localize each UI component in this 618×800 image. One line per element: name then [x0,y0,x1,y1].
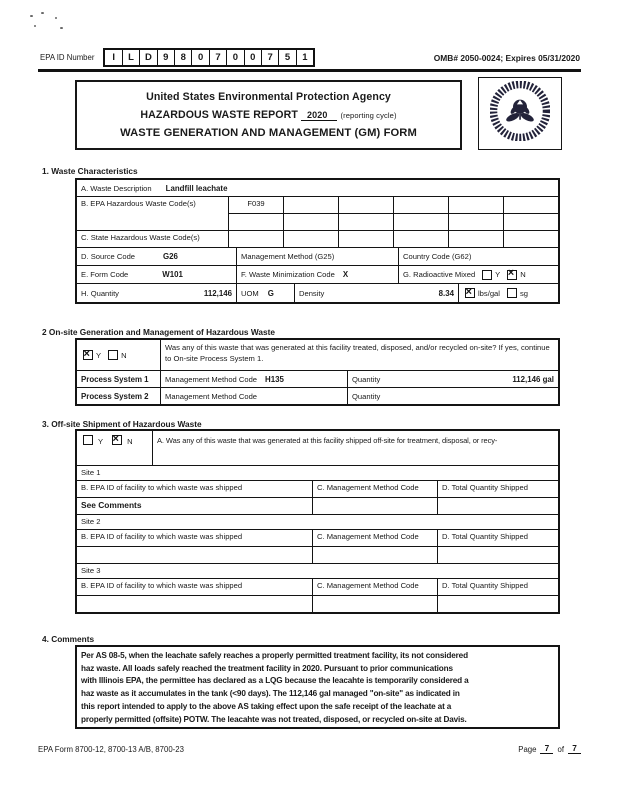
epa-id-label: EPA ID Number [40,53,95,62]
process-system-1-label: Process System 1 [81,374,149,384]
reporting-year: 2020 [301,110,337,121]
site3-quantity-value [437,596,558,612]
page-indicator [518,744,581,754]
omb-number: OMB# 2050-0024; Expires 05/31/2020 [433,52,580,63]
quantity-label: Quantity [352,374,381,384]
waste-description-cell [77,180,558,196]
epa-id-digit: 7 [209,50,226,65]
epa-waste-code-cell: F039 [228,197,283,213]
density-value: 8.34 [438,288,454,298]
form-numbers: EPA Form 8700-12, 8700-13 A/B, 8700-23 [38,745,184,754]
comment-line: with Illinois EPA, the permittee has declared as a LQG because the leacahte is temporarily considered a [81,676,469,686]
epa-waste-code-cell [228,213,283,230]
form-title-box [75,80,462,150]
radioactive-mixed-label: G. Radioactive Mixed [403,270,476,279]
state-waste-code-cell [448,231,503,247]
uom-cell [236,284,294,302]
state-codes-label: C. State Hazardous Waste Code(s) [81,233,200,242]
epa-waste-code-cell [338,197,393,213]
epa-id-number-boxes [103,48,315,67]
section2-heading: 2 On-site Generation and Management of Hazardous Waste [42,327,275,337]
epa-codes-label: B. EPA Hazardous Waste Code(s) [81,199,196,208]
onsite-management-table [75,338,560,406]
site3-col-c-header: C. Management Method Code [312,579,437,595]
site2-col-c-header: C. Management Method Code [312,530,437,546]
waste-minimization-cell [236,266,398,283]
waste-description-value: Landfill leachate [165,183,228,193]
epa-id-digit: 0 [244,50,261,65]
onsite-y-checkbox [83,350,93,360]
offsite-yn-cell [77,431,152,465]
form-code-cell [77,266,236,283]
state-waste-code-cell [338,231,393,247]
state-waste-code-cell [393,231,448,247]
epa-id-digit: 5 [278,50,295,65]
page-footer [38,744,581,754]
reporting-cycle-label: (reporting cycle) [340,111,397,120]
site2-quantity-value [437,547,558,563]
epa-seal-box [478,77,562,150]
site1-epa-id-value: See Comments [81,500,142,510]
epa-codes-label-spacer [77,213,228,230]
site1-col-c-header: C. Management Method Code [312,481,437,497]
page-number: 7 [540,744,553,754]
epa-id-digit: 9 [157,50,174,65]
source-code-label: D. Source Code [81,252,136,261]
waste-minimization-value: X [342,270,349,279]
epa-id-digit: L [122,50,139,65]
process-system-2-quantity-cell [347,388,558,404]
method-code-label: Management Method Code [165,374,258,384]
epa-id-digit: 8 [174,50,191,65]
epa-waste-code-cell [393,197,448,213]
section4-heading: 4. Comments [42,634,95,644]
scan-artifact [34,25,36,27]
epa-waste-code-cell [503,213,558,230]
epa-id-digit: 0 [226,50,243,65]
state-waste-code-cell [228,231,283,247]
radioactive-mixed-cell [398,266,558,283]
radioactive-n-label: N [520,270,526,279]
density-cell [294,284,458,302]
comments-box [75,645,560,729]
uom-value: G [267,288,274,298]
lbs-gal-checkbox [465,288,475,298]
offsite-n-label: N [127,437,133,446]
epa-seal-icon [490,81,550,146]
site3-col-d-header: D. Total Quantity Shipped [437,579,558,595]
state-waste-code-cell [283,231,338,247]
waste-description-label: A. Waste Description [81,183,152,193]
scan-artifact [55,17,57,19]
section1-heading: 1. Waste Characteristics [42,166,138,176]
quantity-cell [77,284,236,302]
offsite-n-checkbox [112,435,122,445]
onsite-n-label: N [121,350,127,360]
method-code-value: H135 [265,374,284,384]
comment-line: Per AS 08-5, when the leachate safely reaches a properly permitted treatment facility, its not considered [81,651,468,660]
density-unit-cell [458,284,558,302]
comment-line: this report intended to apply to the above AS taking effect upon the safe receipt of the leachate at a [81,701,452,711]
comment-line: haz waste. All loads safely reached the treatment facility in 2020. Pursuant to prior communications [81,663,453,673]
epa-id-digit: 7 [261,50,278,65]
form-code-value: W101 [162,270,183,279]
source-code-value: G26 [163,252,178,261]
epa-waste-code-cell [503,197,558,213]
section3-heading: 3. Off-site Shipment of Hazardous Waste [42,419,202,429]
comment-line: properly permitted (offsite) POTW. The leacahte was not treated, disposed, or recycled on-site at Davis. [81,714,467,724]
site2-label: Site 2 [81,517,101,526]
country-code-cell: Country Code (G62) [398,248,558,265]
comment-line: haz waste as it accumulates in the tank (<90 days). The 112,146 gal managed "on-site" as indicated in [81,689,460,699]
density-label: Density [299,288,325,298]
site3-label: Site 3 [81,566,101,575]
waste-minimization-label: F. Waste Minimization Code [241,270,335,279]
process-system-1-method-cell [160,371,347,387]
site3-col-b-header: B. EPA ID of facility to which waste was shipped [81,581,243,590]
process-system-1-quantity-cell [347,371,558,387]
epa-waste-code-cell [283,213,338,230]
site2-method-value [312,547,437,563]
quantity-label: Quantity [352,391,381,401]
scan-artifact [41,12,44,14]
report-title: HAZARDOUS WASTE REPORT [140,109,298,121]
quantity-value: 112,146 [203,288,232,298]
epa-id-digit: I [112,52,115,63]
site3-epa-id-value [77,596,312,612]
site1-col-b-header: B. EPA ID of facility to which waste was shipped [81,483,243,492]
epa-waste-code-cell [448,197,503,213]
site3-method-value [312,596,437,612]
epa-id-digit: 0 [191,50,208,65]
uom-label: UOM [241,288,259,298]
page-label: Page [518,745,537,754]
site1-label: Site 1 [81,468,101,477]
site2-col-b-header: B. EPA ID of facility to which waste was shipped [81,532,243,541]
site2-epa-id-value [77,547,312,563]
of-label: of [557,745,564,754]
scan-artifact [60,27,63,29]
offsite-y-label: Y [97,437,103,446]
report-title-line [140,109,396,121]
sg-label: sg [519,288,528,298]
page-total: 7 [568,744,581,754]
epa-waste-code-cell [283,197,338,213]
source-code-cell [77,248,236,265]
scan-artifact [30,15,33,17]
onsite-question: Was any of this waste that was generated at this facility treated, disposed, and/or recycled on-site? If yes, continue to On-site Process System 1. [160,340,558,370]
epa-waste-code-cell [448,213,503,230]
site1-quantity-value [437,498,558,514]
site2-col-d-header: D. Total Quantity Shipped [437,530,558,546]
onsite-yn-cell [77,340,160,370]
waste-characteristics-table [75,178,560,304]
sg-checkbox [507,288,517,298]
top-bar [40,48,580,67]
agency-title: United States Environmental Protection Agency [146,91,391,103]
epa-id-digit: 1 [296,50,313,65]
process-system-2-method-cell [160,388,347,404]
quantity-label: H. Quantity [81,288,119,298]
site1-col-d-header: D. Total Quantity Shipped [437,481,558,497]
quantity-value: 112,146 gal [512,374,554,384]
form-code-label: E. Form Code [81,270,129,279]
header-divider [38,69,581,72]
lbs-gal-label: lbs/gal [478,288,500,298]
management-method-cell: Management Method (G25) [236,248,398,265]
epa-waste-code-cell [338,213,393,230]
epa-id-digit: D [139,50,156,65]
offsite-shipment-table [75,429,560,614]
radioactive-y-label: Y [495,270,501,279]
form-name: WASTE GENERATION AND MANAGEMENT (GM) FORM [120,127,417,139]
method-code-label: Management Method Code [165,391,258,401]
onsite-y-label: Y [96,350,102,360]
epa-waste-code-cell [393,213,448,230]
offsite-y-checkbox [83,435,93,445]
process-system-2-label: Process System 2 [81,391,149,401]
radioactive-y-checkbox [482,270,492,280]
onsite-n-checkbox [108,350,118,360]
radioactive-n-checkbox [507,270,517,280]
site1-method-value [312,498,437,514]
state-waste-code-cell [503,231,558,247]
offsite-question: A. Was any of this waste that was generated at this facility shipped off-site for treatment, disposal, or recy- [152,431,558,465]
